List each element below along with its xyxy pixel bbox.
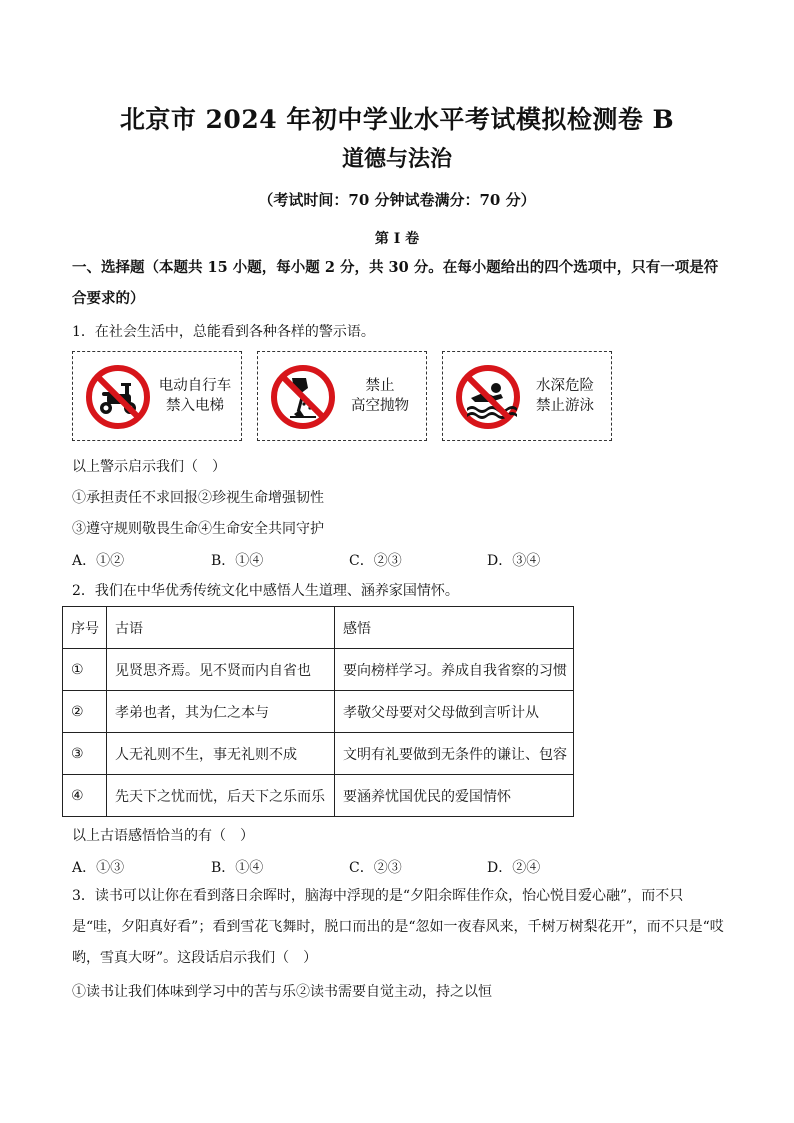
q1-statement-line: ③遵守规则敬畏生命④生命安全共同守护 — [72, 521, 324, 537]
table-cell: 孝敬父母要对父母做到言听计从 — [335, 691, 574, 733]
table-cell: 文明有礼要做到无条件的谦让、包容 — [335, 733, 574, 775]
option-d[interactable]: D．②④ — [487, 860, 541, 876]
table-header: 感悟 — [335, 607, 574, 649]
q3-statement-line: ①读书让我们体味到学习中的苦与乐②读书需要自觉主动，持之以恒 — [72, 984, 492, 1000]
volume-label: 第 I 卷 — [374, 231, 420, 247]
table-cell: 孝弟也者，其为仁之本与 — [107, 691, 335, 733]
sign-line1: 禁止 — [365, 378, 395, 394]
table-header: 序号 — [63, 607, 107, 649]
sign-text — [155, 376, 235, 416]
table-row — [63, 733, 574, 775]
no-throwing-icon — [270, 364, 336, 430]
sign-text — [340, 376, 420, 416]
option-a[interactable]: A．①② — [72, 553, 125, 569]
option-c[interactable]: C．②③ — [349, 860, 402, 876]
option-b[interactable]: B．①④ — [211, 860, 264, 876]
no-ebike-icon — [85, 364, 151, 430]
sign-no-ebike — [72, 351, 242, 441]
page-title: 北京市 2024 年初中学业水平考试模拟检测卷 B — [119, 105, 675, 134]
q1-statement-line: ①承担责任不求回报②珍视生命增强韧性 — [72, 490, 324, 506]
table-header: 古语 — [107, 607, 335, 649]
table-row — [63, 775, 574, 817]
exam-info: （考试时间：70 分钟试卷满分：70 分） — [258, 191, 536, 209]
table-row — [63, 691, 574, 733]
table-cell: 人无礼则不生，事无礼则不成 — [107, 733, 335, 775]
sign-line1: 电动自行车 — [158, 378, 232, 394]
q2-stem: 2．我们在中华优秀传统文化中感悟人生道理、涵养家国情怀。 — [72, 583, 459, 599]
option-a[interactable]: A．①③ — [72, 860, 125, 876]
subject-title: 道德与法治 — [341, 146, 452, 172]
sign-text — [525, 376, 605, 416]
no-swimming-icon — [455, 364, 521, 430]
q1-stem: 1．在社会生活中，总能看到各种各样的警示语。 — [72, 324, 375, 340]
option-b[interactable]: B．①④ — [211, 553, 264, 569]
table-cell: ① — [63, 649, 107, 691]
sign-line1: 水深危险 — [536, 378, 594, 394]
table-cell: ④ — [63, 775, 107, 817]
q1-prompt: 以上警示启示我们（ ） — [72, 459, 226, 475]
table-cell: ② — [63, 691, 107, 733]
table-cell: 要向榜样学习。养成自我省察的习惯 — [335, 649, 574, 691]
q3-stem: 3．读书可以让你在看到落日余晖时，脑海中浮现的是“夕阳余晖佳作众，怡心悦目爱心融”，而不只是“哇，夕阳真好看”；看到雪花飞舞时，脱口而出的是“忽如一夜春风来，千树万树梨花开”，而不只是“哎哟，雪真大呀”。这段话启示我们（ ） — [72, 888, 724, 966]
section-heading: 一、选择题（本题共 15 小题，每小题 2 分，共 30 分。在每小题给出的四个选项中，只有一项是符合要求的） — [72, 259, 719, 307]
table-cell: 要涵养忧国优民的爱国情怀 — [335, 775, 574, 817]
table-cell: 见贤思齐焉。见不贤而内自省也 — [107, 649, 335, 691]
option-c[interactable]: C．②③ — [349, 553, 402, 569]
sign-line2: 禁入电梯 — [166, 398, 224, 414]
option-d[interactable]: D．③④ — [487, 553, 541, 569]
table-cell: ③ — [63, 733, 107, 775]
sign-no-throwing — [257, 351, 427, 441]
q2-table — [62, 606, 574, 817]
sign-line2: 禁止游泳 — [536, 398, 594, 414]
table-header-row — [63, 607, 574, 649]
sign-no-swimming — [442, 351, 612, 441]
table-row — [63, 649, 574, 691]
q2-prompt: 以上古语感悟恰当的有（ ） — [72, 828, 254, 844]
table-cell: 先天下之忧而忧，后天下之乐而乐 — [107, 775, 335, 817]
sign-line2: 高空抛物 — [351, 398, 409, 414]
